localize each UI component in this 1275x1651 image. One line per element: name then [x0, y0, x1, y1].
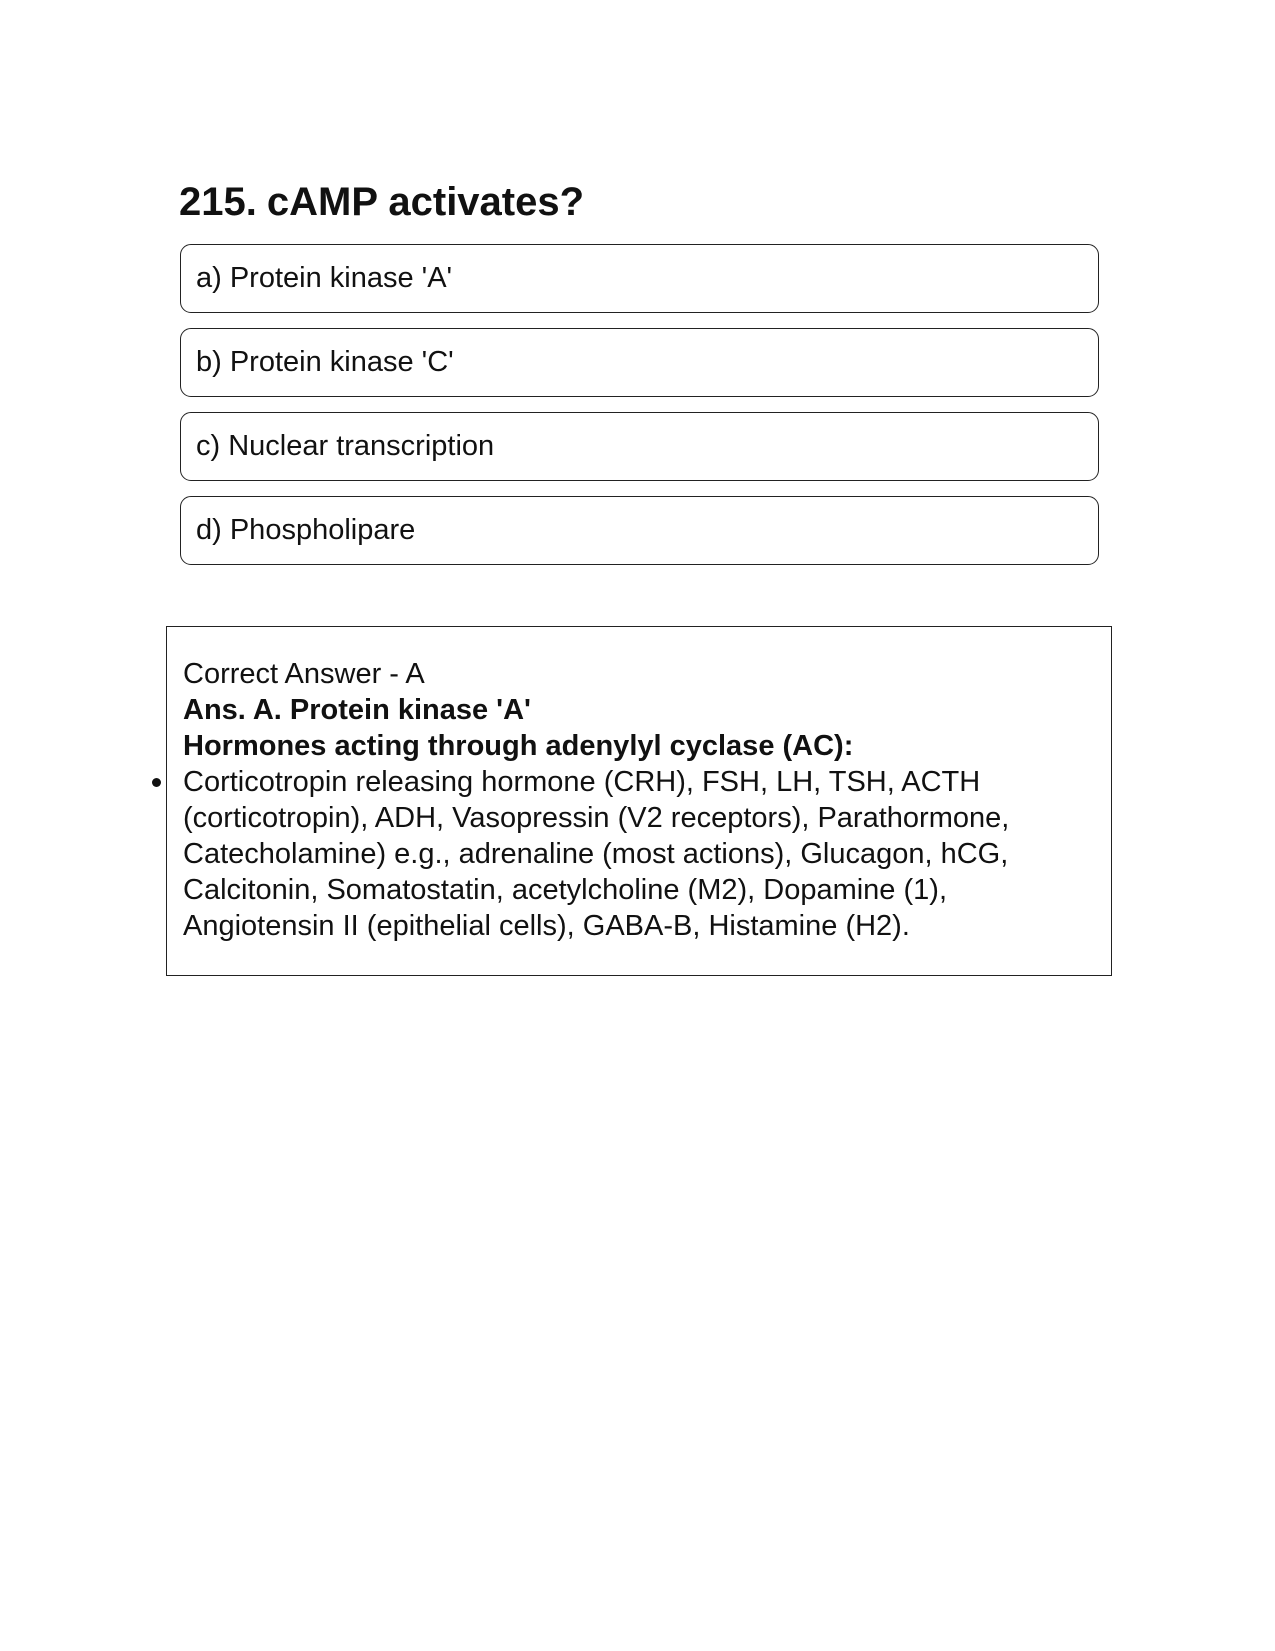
question-text: cAMP activates?	[266, 180, 585, 224]
option-a-label: a) Protein kinase 'A'	[196, 262, 453, 294]
bullet-dot-icon	[152, 778, 161, 787]
answer-explanation-box	[166, 626, 1112, 976]
question-number: 215.	[179, 180, 257, 224]
explanation-bullet-text: Corticotropin releasing hormone (CRH), FSH, LH, TSH, ACTH (corticotropin), ADH, Vasopressin (V2 receptors), Parathormone, Catecholamine) e.g., adrenaline (most actions), Glucagon, hCG, Calcitonin, Somatostatin, acetylcholine (M2), Dopamine (1), Angiotensin II (epithelial cells), GABA-B, Histamine (H2).	[183, 766, 1010, 942]
option-d-label: d) Phospholipare	[196, 514, 416, 546]
option-b[interactable]	[180, 328, 1099, 397]
option-b-label: b) Protein kinase 'C'	[196, 346, 454, 378]
explanation-heading: Hormones acting through adenylyl cyclase (AC):	[183, 730, 854, 762]
option-d[interactable]	[180, 496, 1099, 565]
correct-answer-line: Correct Answer - A	[183, 658, 425, 690]
option-a[interactable]	[180, 244, 1099, 313]
answer-heading: Ans. A. Protein kinase 'A'	[183, 694, 531, 726]
option-c[interactable]	[180, 412, 1099, 481]
explanation-bullet-item	[183, 764, 1095, 944]
options-list	[180, 244, 1099, 580]
option-c-label: c) Nuclear transcription	[196, 430, 495, 462]
question-title	[179, 176, 584, 228]
